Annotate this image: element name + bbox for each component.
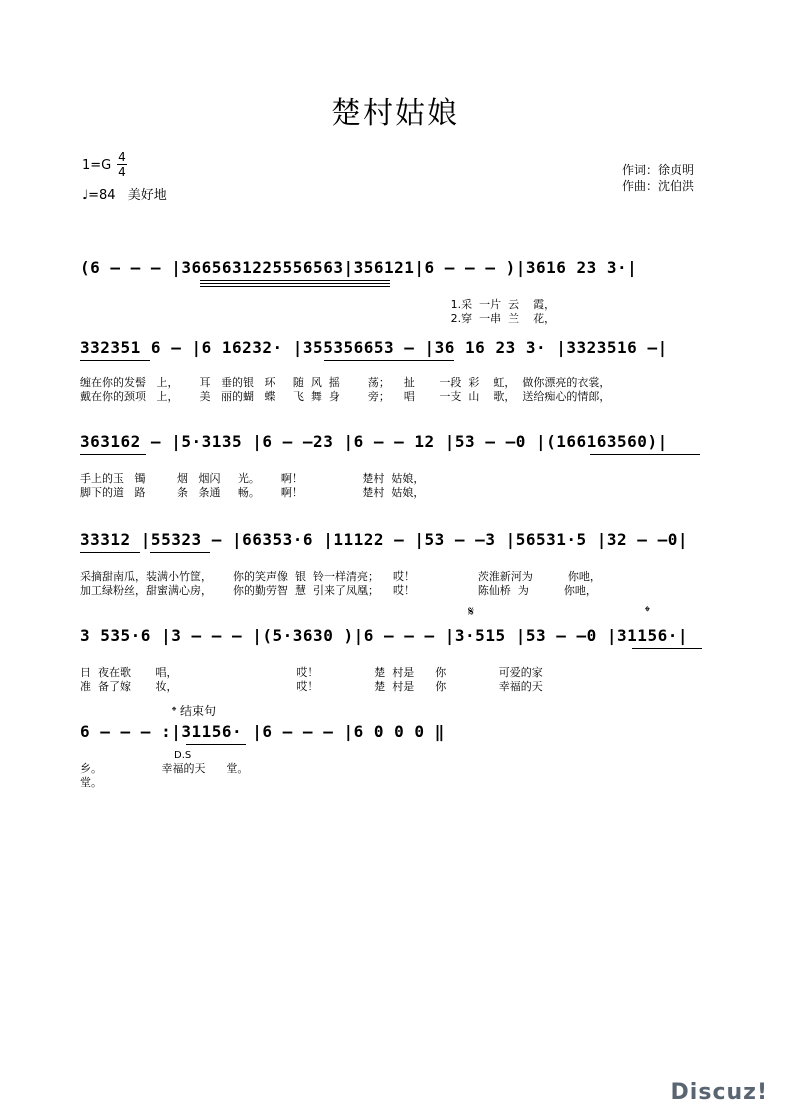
notation-line: 332351 6 – |6 16232· |355356653 – |36 16 23 3· |3323516 –| — [80, 338, 668, 357]
lyrics-verse-1: 采摘甜南瓜，装满小竹筐， 你的笑声像 银 铃一样清亮； 哎！ 茨淮新河为 你吔， — [80, 570, 601, 583]
score-system-3 — [80, 432, 722, 502]
beam-line — [590, 454, 700, 455]
notation-line: (6 – – – |3665631225556563|356121|6 – – – )|3616 23 3·| — [80, 258, 638, 277]
coda-icon: 𝄌 — [645, 604, 650, 620]
lyrics-verse-1: 手上的玉 镯 烟 烟闪 光。 啊！ 楚村 姑娘， — [80, 472, 425, 485]
expression-marking: 美好地 — [127, 188, 167, 203]
beam-line — [200, 286, 390, 287]
segno-icon: 𝄋 — [468, 604, 475, 620]
lyrics-verse-1: 日 夜在歌 唱， 哎！ 楚 村是 你 可爱的家 — [80, 666, 543, 679]
notation-line: 3 535·6 |3 – – – |(5·3630 )|6 – – – |3·515 |53 – –0 |31156·| — [80, 626, 688, 645]
coda-label: 结束句 — [179, 704, 216, 718]
lyrics-verse-1: 缠在你的发髻 上， 耳 垂的银 环 随 风 摇 荡； 扯 一段 彩 虹， 做你漂亮的衣裳， — [80, 376, 611, 389]
lyrics-verse-2: 加工绿粉丝，甜蜜满心房， 你的勤劳智 慧 引来了凤凰； 哎！ 陈仙桥 为 你吔， — [80, 584, 597, 597]
beam-line — [632, 648, 702, 649]
watermark: Discuz! — [670, 1080, 768, 1105]
notation-line: 363162 – |5·3135 |6 – –23 |6 – – 12 |53 – –0 |(166163560)| — [80, 432, 668, 451]
time-signature-top: 4 — [118, 150, 126, 164]
key-signature: 1=G — [82, 158, 112, 173]
score-system-6 — [80, 704, 722, 792]
notation-line: 33312 |55323 – |66353·6 |11122 – |53 – –3 |56531·5 |32 – –0| — [80, 530, 688, 549]
score-system-4 — [80, 530, 722, 600]
score-system-5 — [80, 604, 722, 696]
beam-line — [80, 552, 140, 553]
page-title: 楚村姑娘 — [331, 96, 459, 131]
lyrics-verse-1: 1.采 一片 云 霞， — [80, 298, 556, 311]
beam-line — [324, 360, 454, 361]
coda-icon: 𝄌 — [172, 704, 177, 718]
beam-line — [80, 360, 150, 361]
lyrics-verse-2: 准 备了嫁 妆， 哎！ 楚 村是 你 幸福的天 — [80, 680, 543, 693]
score-system-2 — [80, 338, 722, 408]
tempo-marking — [82, 184, 167, 203]
tempo-value: ♩=84 — [82, 188, 116, 203]
credits — [622, 162, 694, 194]
coda-section — [172, 702, 216, 719]
time-signature-bottom: 4 — [118, 165, 126, 179]
lyricist-credit: 作词：徐贞明 — [622, 163, 695, 177]
lyrics-verse-2: 堂。 — [80, 776, 102, 789]
composer-credit: 作曲：沈伯洪 — [622, 179, 695, 193]
notation-line: 6 – – – :|31156· |6 – – – |6 0 0 0 ‖ — [80, 722, 445, 741]
lyrics-verse-1: 乡。 幸福的天 堂。 — [80, 762, 249, 775]
beam-line — [80, 454, 146, 455]
time-signature — [117, 150, 127, 179]
score-system-1 — [80, 258, 722, 328]
ds-label: D.S — [174, 750, 192, 761]
beam-line — [200, 283, 390, 284]
lyrics-verse-2: 戴在你的颈项 上， 美 丽的蝴 蝶 飞 舞 身 旁； 唱 一支 山 歌， 送给痴心的情郎， — [80, 390, 611, 403]
lyrics-verse-2: 2.穿 一串 兰 花， — [80, 312, 556, 325]
beam-line — [200, 280, 390, 281]
lyrics-verse-2: 脚下的道 路 条 条通 畅。 啊！ 楚村 姑娘， — [80, 486, 425, 499]
beam-line — [150, 552, 210, 553]
beam-line — [186, 744, 246, 745]
